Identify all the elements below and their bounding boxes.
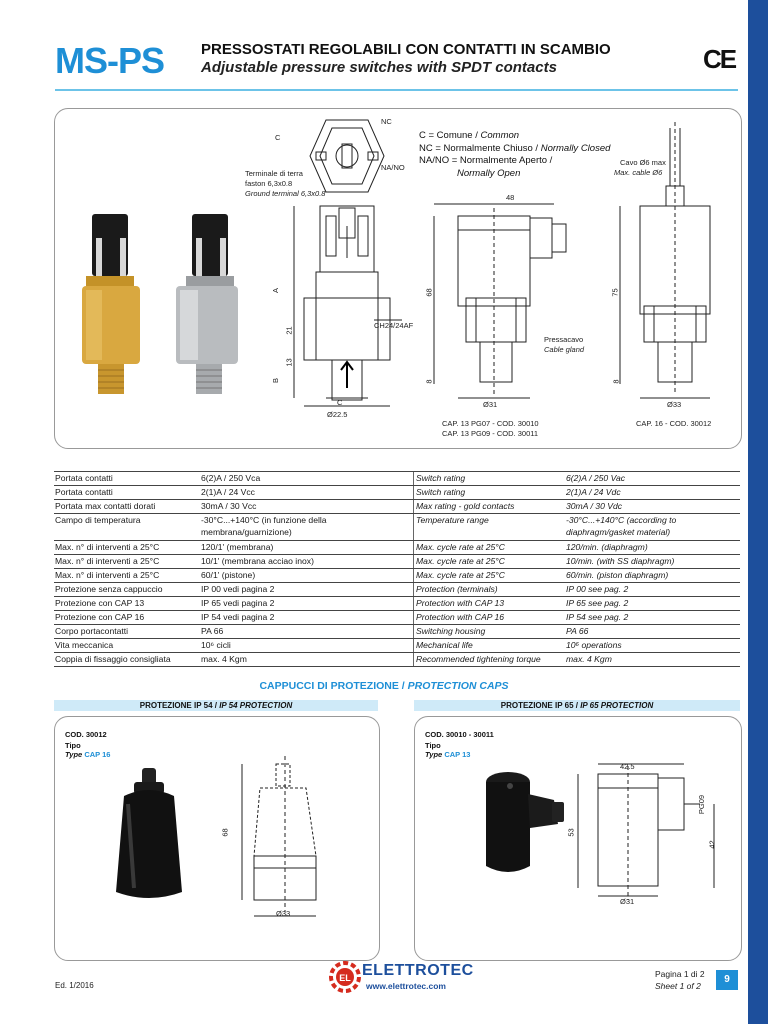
spec-label-en: Temperature range <box>413 514 566 540</box>
cable-max-en: Max. cable Ø6 <box>614 168 663 177</box>
spec-label-en: Protection with CAP 16 <box>413 611 566 624</box>
spec-value-en: max. 4 Kgm <box>566 654 612 664</box>
spec-row <box>54 486 740 500</box>
spec-value-it: 60/1' (pistone) <box>201 570 256 580</box>
spec-label-it: Corpo portacontatti <box>55 626 129 636</box>
dim-8-cap16: 8 <box>611 379 621 384</box>
cap16-dim-68: 68 <box>220 828 230 837</box>
ground-terminal-it2: faston 6,3x0.8 <box>245 179 293 188</box>
dim-c: C <box>337 398 343 407</box>
spec-label-it: Protezione con CAP 13 <box>55 598 145 608</box>
spec-row <box>54 583 740 597</box>
spec-value-it: 120/1' (membrana) <box>201 542 274 552</box>
dim-d22-5: Ø22.5 <box>327 410 348 419</box>
cap13-code-line2: CAP. 13 PG09 - COD. 30011 <box>442 429 539 438</box>
model-code: MS-PS <box>55 40 165 81</box>
dim-d31: Ø31 <box>483 400 498 409</box>
cable-gland-en: Cable gland <box>544 345 585 354</box>
spec-label-en: Max. cycle rate at 25°C <box>413 541 566 554</box>
ground-terminal-en: Ground terminal 6,3x0.8 <box>245 189 326 198</box>
dim-68: 68 <box>424 288 434 297</box>
ip54-panel-header: PROTEZIONE IP 54 / IP 54 PROTECTION <box>54 700 378 711</box>
brand-url[interactable]: www.elettrotec.com <box>366 981 446 991</box>
dim-21: 21 <box>284 326 294 335</box>
spec-value-en: 10⁶ operations <box>566 640 622 650</box>
page-indicator: Pagina 1 di 2 Sheet 1 of 2 <box>655 969 705 991</box>
ip65-panel-header: PROTEZIONE IP 65 / IP 65 PROTECTION <box>414 700 740 711</box>
side-color-strip <box>748 0 768 1024</box>
spec-row <box>54 569 740 583</box>
ip65-cap-info: COD. 30010 - 30011 Tipo Type CAP 13 <box>425 730 494 759</box>
page-number-badge: 9 <box>716 970 738 990</box>
cap16-photo <box>116 768 182 898</box>
edition-label: Ed. 1/2016 <box>55 981 94 990</box>
spec-value-en: 10/min. (with SS diaphragm) <box>566 556 675 566</box>
spec-value-it: IP 65 vedi pagina 2 <box>201 598 275 608</box>
spec-label-it: Campo di temperatura <box>55 515 141 525</box>
side-view-drawing <box>294 206 402 406</box>
spec-label-en: Max rating - gold contacts <box>413 500 566 513</box>
spec-label-it: Portata contatti <box>55 487 113 497</box>
spec-row <box>54 500 740 514</box>
cap13-dim-pg09: PG09 <box>697 794 707 815</box>
spec-value-en: IP 65 see pag. 2 <box>566 598 629 608</box>
spec-label-en: Max. cycle rate at 25°C <box>413 555 566 568</box>
steel-switch-photo <box>176 214 238 394</box>
cap16-dim-d33: Ø33 <box>276 909 291 918</box>
cap13-dim-42: 42 <box>707 840 717 849</box>
spec-value-it: 10/1' (membrana acciao inox) <box>201 556 314 566</box>
spec-label-en: Mechanical life <box>413 639 566 652</box>
caps-graphics <box>54 716 740 959</box>
ce-mark-logo: CE <box>703 44 736 74</box>
spec-row <box>54 639 740 653</box>
spec-label-en: Protection (terminals) <box>413 583 566 596</box>
spec-value-en: 120/min. (diaphragm) <box>566 542 648 552</box>
spec-value-it: 10⁶ cicli <box>201 640 231 650</box>
page-title-italian: PRESSOSTATI REGOLABILI CON CONTATTI IN SCAMBIO <box>201 41 611 58</box>
dim-13: 13 <box>284 358 294 367</box>
spec-label-en: Switching housing <box>413 625 566 638</box>
spec-label-it: Coppia di fissaggio consigliata <box>55 654 171 664</box>
spec-label-en: Recommended tightening torque <box>413 653 566 666</box>
spec-table <box>54 472 740 667</box>
spec-row <box>54 472 740 486</box>
cap13-dim-42-5: 42.5 <box>620 762 635 771</box>
spec-value-en: 6(2)A / 250 Vac <box>566 473 626 483</box>
dim-d33: Ø33 <box>667 400 682 409</box>
spec-label-en: Switch rating <box>413 486 566 499</box>
svg-text:EL: EL <box>339 973 351 983</box>
spec-value-it: IP 00 vedi pagina 2 <box>201 584 275 594</box>
spec-value-en: PA 66 <box>566 626 589 636</box>
cap13-code-line1: CAP. 13 PG07 - COD. 30010 <box>442 419 539 428</box>
spec-row <box>54 514 740 541</box>
spec-label-it: Protezione con CAP 16 <box>55 612 145 622</box>
spec-row <box>54 555 740 569</box>
dim-b: B <box>271 377 281 384</box>
dim-48: 48 <box>506 193 515 202</box>
spec-value-it: 30mA / 30 Vcc <box>201 501 257 511</box>
page-title-english: Adjustable pressure switches with SPDT contacts <box>201 59 557 76</box>
spec-value-it: IP 54 vedi pagina 2 <box>201 612 275 622</box>
spec-row <box>54 653 740 667</box>
spec-label-it: Protezione senza cappuccio <box>55 584 163 594</box>
spec-value-en: 2(1)A / 24 Vdc <box>566 487 621 497</box>
cap13-photo <box>486 772 564 872</box>
spec-value-it: -30°C...+140°C (in funzione della membrana/guarnizione) <box>201 515 327 537</box>
ip54-cap-info: COD. 30012 Tipo Type CAP 16 <box>65 730 111 759</box>
spec-value-en: IP 00 see pag. 2 <box>566 584 629 594</box>
cap16-cap-drawing <box>242 756 316 916</box>
cap13-dim-53: 53 <box>566 828 576 837</box>
spec-row <box>54 611 740 625</box>
spec-label-it: Max. n° di interventi a 25°C <box>55 556 160 566</box>
spec-label-en: Switch rating <box>413 472 566 485</box>
dim-75: 75 <box>610 288 620 297</box>
spec-value-en: 30mA / 30 Vdc <box>566 501 623 511</box>
top-view-drawing <box>310 120 384 192</box>
spec-row <box>54 541 740 555</box>
spec-value-it: 6(2)A / 250 Vca <box>201 473 261 483</box>
label-common: C <box>275 133 281 142</box>
spec-label-it: Vita meccanica <box>55 640 114 650</box>
spec-label-it: Max. n° di interventi a 25°C <box>55 542 160 552</box>
spec-label-it: Portata max contatti dorati <box>55 501 156 511</box>
cable-max-it: Cavo Ø6 max <box>620 158 666 167</box>
cap13-cap-drawing <box>578 764 714 900</box>
spec-value-en: IP 54 see pag. 2 <box>566 612 629 622</box>
contact-legend: C = Comune / Common NC = Normalmente Chiuso / Normally Closed NA/NO = Normalmente Aperto / Normally Open <box>419 130 611 179</box>
cap13-drawing <box>434 204 566 398</box>
spec-label-it: Portata contatti <box>55 473 113 483</box>
header-divider <box>55 89 738 91</box>
spec-label-en: Max. cycle rate at 25°C <box>413 569 566 582</box>
spec-row <box>54 625 740 639</box>
label-nc: NC <box>381 117 392 126</box>
hex-size-label: CH24/24AF <box>374 321 414 330</box>
brass-switch-photo <box>82 214 140 394</box>
dim-8-cap13: 8 <box>424 379 434 384</box>
caps-section-heading: CAPPUCCI DI PROTEZIONE / PROTECTION CAPS <box>259 680 509 692</box>
brand-name: ELETTROTEC <box>362 962 474 979</box>
spec-label-it: Max. n° di interventi a 25°C <box>55 570 160 580</box>
spec-value-en: 60/min. (piston diaphragm) <box>566 570 669 580</box>
ground-terminal-it: Terminale di terra <box>245 169 303 178</box>
cap13-dim-d31: Ø31 <box>620 897 635 906</box>
elettrotec-logo-icon <box>329 961 361 993</box>
spec-value-it: PA 66 <box>201 626 224 636</box>
spec-value-it: 2(1)A / 24 Vcc <box>201 487 255 497</box>
cable-gland-it: Pressacavo <box>544 335 584 344</box>
spec-label-en: Protection with CAP 13 <box>413 597 566 610</box>
spec-value-en: -30°C...+140°C (according to diaphragm/gasket material) <box>566 515 677 537</box>
dim-a: A <box>271 287 281 294</box>
label-na-no: NA/NO <box>381 163 405 172</box>
cap16-code-line: CAP. 16 - COD. 30012 <box>636 419 712 428</box>
spec-row <box>54 597 740 611</box>
spec-value-it: max. 4 Kgm <box>201 654 247 664</box>
